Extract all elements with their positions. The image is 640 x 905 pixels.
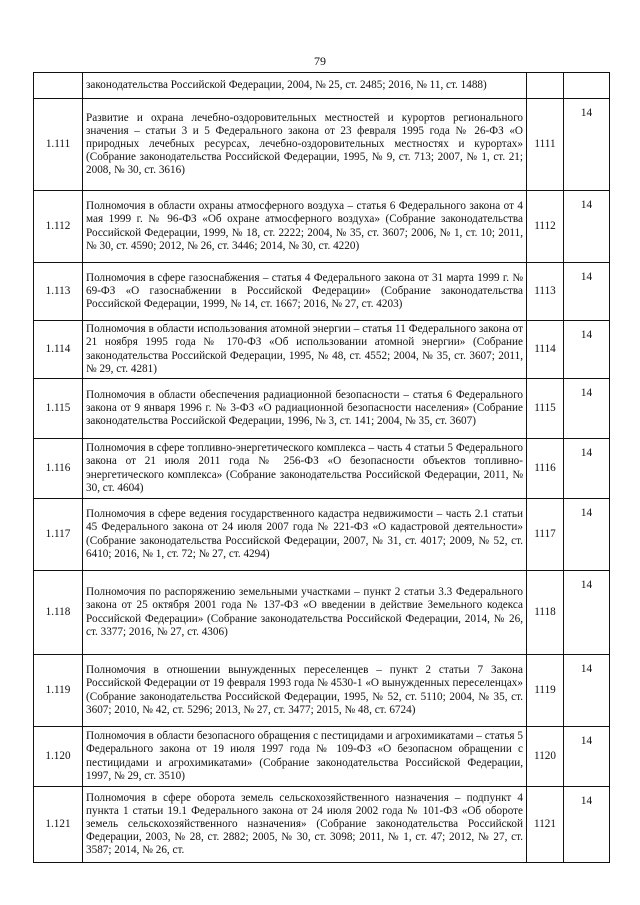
table-row <box>34 99 610 191</box>
row-points-cell: 14 <box>564 263 610 321</box>
row-text-cell: Полномочия по распоряжению земельными участками – пункт 2 статьи 3.3 Федерального закона от 25 октября 2001 года № 137-ФЗ «О введении в действие Земельного кодекса Российской Федерации» (Собрание законодательства Российской Федерации, 2014, № 26, ст. 3377; 2016, № 27, ст. 4306) <box>83 571 527 655</box>
row-code-cell <box>527 73 564 99</box>
row-text-cell: Полномочия в области безопасного обращения с пестицидами и агрохимикатами – статья 5 Федерального закона от 19 июля 1997 года № 109-ФЗ «О безопасном обращении с пестицидами и агрохимикатами» (Собрание законодательства Российской Федерации, 1997, № 29, ст. 3510) <box>83 727 527 787</box>
row-number-cell: 1.114 <box>34 321 83 379</box>
row-text-cell: законодательства Российской Федерации, 2004, № 25, ст. 2485; 2016, № 11, ст. 1488) <box>83 73 527 99</box>
row-number-cell: 1.120 <box>34 727 83 787</box>
row-number-cell: 1.116 <box>34 439 83 499</box>
row-number-cell: 1.115 <box>34 379 83 439</box>
row-number-cell: 1.119 <box>34 655 83 727</box>
row-points-cell: 14 <box>564 727 610 787</box>
legislation-table <box>33 72 610 863</box>
table-row <box>34 727 610 787</box>
row-text-cell: Полномочия в сфере газоснабжения – статья 4 Федерального закона от 31 марта 1999 г. № 69-ФЗ «О газоснабжении в Российской Федерации» (Собрание законодательства Российской Федерации, 1999, № 14, ст. 1667; 2016, № 27, ст. 4203) <box>83 263 527 321</box>
row-text-cell: Полномочия в области охраны атмосферного воздуха – статья 6 Федерального закона от 4 мая 1999 г. № 96-ФЗ «Об охране атмосферного воздуха» (Собрание законодательства Российской Федерации, 1999, № 18, ст. 2222; 2004, № 35, ст. 3607; 2006, № 1, ст. 10; 2011, № 30, ст. 4590; 2012, № 26, ст. 3446; 2014, № 30, ст. 4220) <box>83 191 527 263</box>
row-code-cell: 1118 <box>527 571 564 655</box>
row-number-cell: 1.113 <box>34 263 83 321</box>
table-row <box>34 379 610 439</box>
row-text-cell: Полномочия в отношении вынужденных переселенцев – пункт 2 статьи 7 Закона Российской Федерации от 19 февраля 1993 года № 4530-1 «О вынужденных переселенцах» (Собрание законодательства Российской Федерации, 1995, № 52, ст. 5110; 2004, № 35, ст. 3607; 2010, № 42, ст. 5296; 2013, № 27, ст. 3477; 2015, № 48, ст. 6724) <box>83 655 527 727</box>
row-code-cell: 1117 <box>527 499 564 571</box>
row-number-cell: 1.121 <box>34 787 83 863</box>
table-row-continuation <box>34 73 610 99</box>
row-text-cell: Полномочия в сфере ведения государственного кадастра недвижимости – часть 2.1 статьи 45 Федерального закона от 24 июля 2007 года № 221-ФЗ «О кадастровой деятельности» (Собрание законодательства Российской Федерации, 2007, № 31, ст. 4017; 2009, № 52, ст. 6410; 2016, № 1, ст. 72; № 27, ст. 4294) <box>83 499 527 571</box>
row-text-cell: Полномочия в области обеспечения радиационной безопасности – статья 6 Федерального закона от 9 января 1996 г. № 3-ФЗ «О радиационной безопасности населения» (Собрание законодательства Российской Федерации, 1996, № 3, ст. 141; 2004, № 35, ст. 3607) <box>83 379 527 439</box>
row-code-cell: 1112 <box>527 191 564 263</box>
row-number-cell: 1.118 <box>34 571 83 655</box>
row-points-cell: 14 <box>564 439 610 499</box>
table-body <box>34 73 610 863</box>
row-text-cell: Развитие и охрана лечебно-оздоровительных местностей и курортов регионального значения – статьи 3 и 5 Федерального закона от 23 февраля 1995 года № 26-ФЗ «О природных лечебных ресурсах, лечебно-оздоровительных местностях и курортах» (Собрание законодательства Российской Федерации, 1995, № 9, ст. 713; 2007, № 1, ст. 21; 2008, № 30, ст. 3616) <box>83 99 527 191</box>
table-row <box>34 263 610 321</box>
row-text-cell: Полномочия в сфере оборота земель сельскохозяйственного назначения – подпункт 4 пункта 1 статьи 19.1 Федерального закона от 24 июля 2002 года № 101-ФЗ «Об обороте земель сельскохозяйственного назначения» (Собрание законодательства Российской Федерации, 2003, № 28, ст. 2882; 2005, № 30, ст. 3098; 2011, № 1, ст. 47; 2012, № 27, ст. 3587; 2014, № 26, ст. <box>83 787 527 863</box>
row-number-cell <box>34 73 83 99</box>
row-points-cell: 14 <box>564 787 610 863</box>
table-row <box>34 191 610 263</box>
row-code-cell: 1119 <box>527 655 564 727</box>
row-code-cell: 1115 <box>527 379 564 439</box>
row-text-cell: Полномочия в сфере топливно-энергетического комплекса – часть 4 статьи 5 Федерального закона от 21 июля 2011 года № 256-ФЗ «О безопасности объектов топливно-энергетического комплекса» (Собрание законодательства Российской Федерации, 2011, № 30, ст. 4604) <box>83 439 527 499</box>
row-number-cell: 1.111 <box>34 99 83 191</box>
table-row <box>34 321 610 379</box>
row-points-cell: 14 <box>564 99 610 191</box>
row-code-cell: 1113 <box>527 263 564 321</box>
row-number-cell: 1.112 <box>34 191 83 263</box>
row-text-cell: Полномочия в области использования атомной энергии – статья 11 Федерального закона от 21 ноября 1995 года № 170-ФЗ «Об использовании атомной энергии» (Собрание законодательства Российской Федерации, 1995, № 48, ст. 4552; 2004, № 35, ст. 3607; 2011, № 29, ст. 4281) <box>83 321 527 379</box>
row-points-cell: 14 <box>564 571 610 655</box>
row-points-cell: 14 <box>564 321 610 379</box>
table-row <box>34 787 610 863</box>
table-row <box>34 571 610 655</box>
row-points-cell: 14 <box>564 655 610 727</box>
table-row <box>34 439 610 499</box>
row-points-cell: 14 <box>564 191 610 263</box>
row-code-cell: 1111 <box>527 99 564 191</box>
page-number: 79 <box>314 54 326 68</box>
table-row <box>34 655 610 727</box>
row-points-cell: 14 <box>564 499 610 571</box>
table-row <box>34 499 610 571</box>
row-code-cell: 1120 <box>527 727 564 787</box>
row-code-cell: 1114 <box>527 321 564 379</box>
row-number-cell: 1.117 <box>34 499 83 571</box>
row-code-cell: 1121 <box>527 787 564 863</box>
row-points-cell: 14 <box>564 379 610 439</box>
row-code-cell: 1116 <box>527 439 564 499</box>
row-points-cell <box>564 73 610 99</box>
